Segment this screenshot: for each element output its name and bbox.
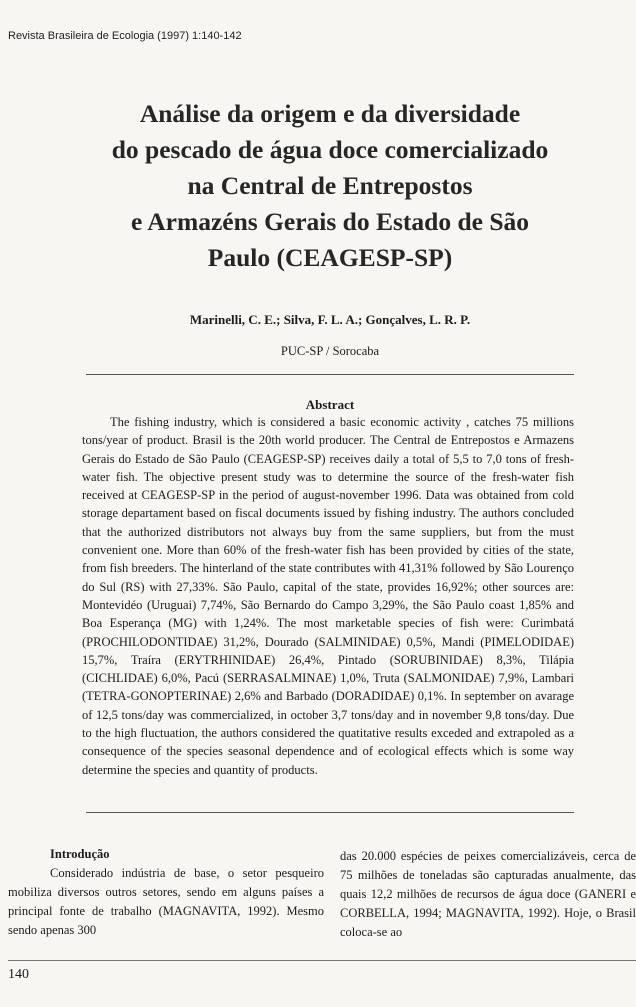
introduction-left-column <box>8 845 324 940</box>
introduction-right-column <box>340 847 636 942</box>
abstract-top-rule <box>86 374 574 375</box>
abstract-body: The fishing industry, which is considered a basic economic activity , catches 75 millions tons/year of product. Brasil is the 20th world producer. The Central de Entrepostos e Armazens Gerais do Estado de São Paulo (CEAGESP-SP) receives daily a total of 5,5 to 7,0 tons of fresh-water fish. The objective present study was to determine the source of the fresh-water fish received at CEAGESP-SP in the period of august-november 1996. Data was obtained from cold storage departament based on fiscal documents issued by fishing industry. The authors concluded that the authorized distributors not always buy from the same suppliers, but from the must convenient one. More than 60% of the fresh-water fish has been provided by cities of the state, from fish breeders. The hinterland of the state contributes with 41,31% followed by São Lourenço do Sul (RS) with 27,33%. São Paulo, capital of the state, provides 16,92%; other sources are: Montevidéo (Uruguai) 7,74%, São Bernardo do Campo 3,29%, the São Paulo coast 1,85% and Boa Esperança (MG) with 1,24%. The most marketable species of fish were: Curimbatá (PROCHILODONTIDAE) 31,2%, Dourado (SALMINIDAE) 0,5%, Mandi (PIMELODIDAE) 15,7%, Traíra (ERYTRHINIDAE) 26,4%, Pintado (SORUBINIDAE) 8,3%, Tilápia (CICHLIDAE) 6,0%, Pacú (SERRASALMINAE) 1,0%, Truta (SALMONIDAE) 7,9%, Lambari (TETRA-GONOPTERINAE) 2,6% and Barbado (DORADIDAE) 0,1%. In september on avarage of 12,5 tons/day was commercialized, in october 3,7 tons/day and in november 9,8 tons/day. Due to the high fluctuation, the authors considered the quatitative results exceded and extrapoled as a consequence of the species seasonal dependence and of ecological effects which is some way determine the species and quantity of products. <box>82 415 574 777</box>
footer-rule <box>8 960 636 961</box>
introduction-paragraph-continued: das 20.000 espécies de peixes comercializáveis, cerca de 75 milhões de toneladas são capturadas anualmente, das quais 12,2 milhões de recursos de água doce (GANERI e CORBELLA, 1994; MAGNAVITA, 1992). Hoje, o Brasil coloca-se ao <box>340 849 636 939</box>
introduction-heading: Introdução <box>50 847 110 861</box>
title-line: do pescado de água doce comercializado <box>111 135 549 164</box>
title-line: Análise da origem e da diversidade <box>139 99 521 128</box>
title-line: Paulo (CEAGESP-SP) <box>207 243 453 272</box>
title-line: e Armazéns Gerais do Estado de São <box>130 207 530 236</box>
authors: Marinelli, C. E.; Silva, F. L. A.; Gonçalves, L. R. P. <box>189 312 471 327</box>
introduction-paragraph: Considerado indústria de base, o setor pesqueiro mobiliza diversos outros setores, sendo em alguns países a principal fonte de trabalho (MAGNAVITA, 1992). Mesmo sendo apenas 300 <box>8 866 324 937</box>
title-line: na Central de Entrepostos <box>187 171 473 200</box>
affiliation: PUC-SP / Sorocaba <box>280 344 380 358</box>
article-title <box>20 96 636 276</box>
page-number: 140 <box>8 967 29 982</box>
journal-citation: Revista Brasileira de Ecologia (1997) 1:140-142 <box>8 30 242 42</box>
abstract-heading: Abstract <box>305 397 355 412</box>
abstract-bottom-rule <box>86 812 574 813</box>
